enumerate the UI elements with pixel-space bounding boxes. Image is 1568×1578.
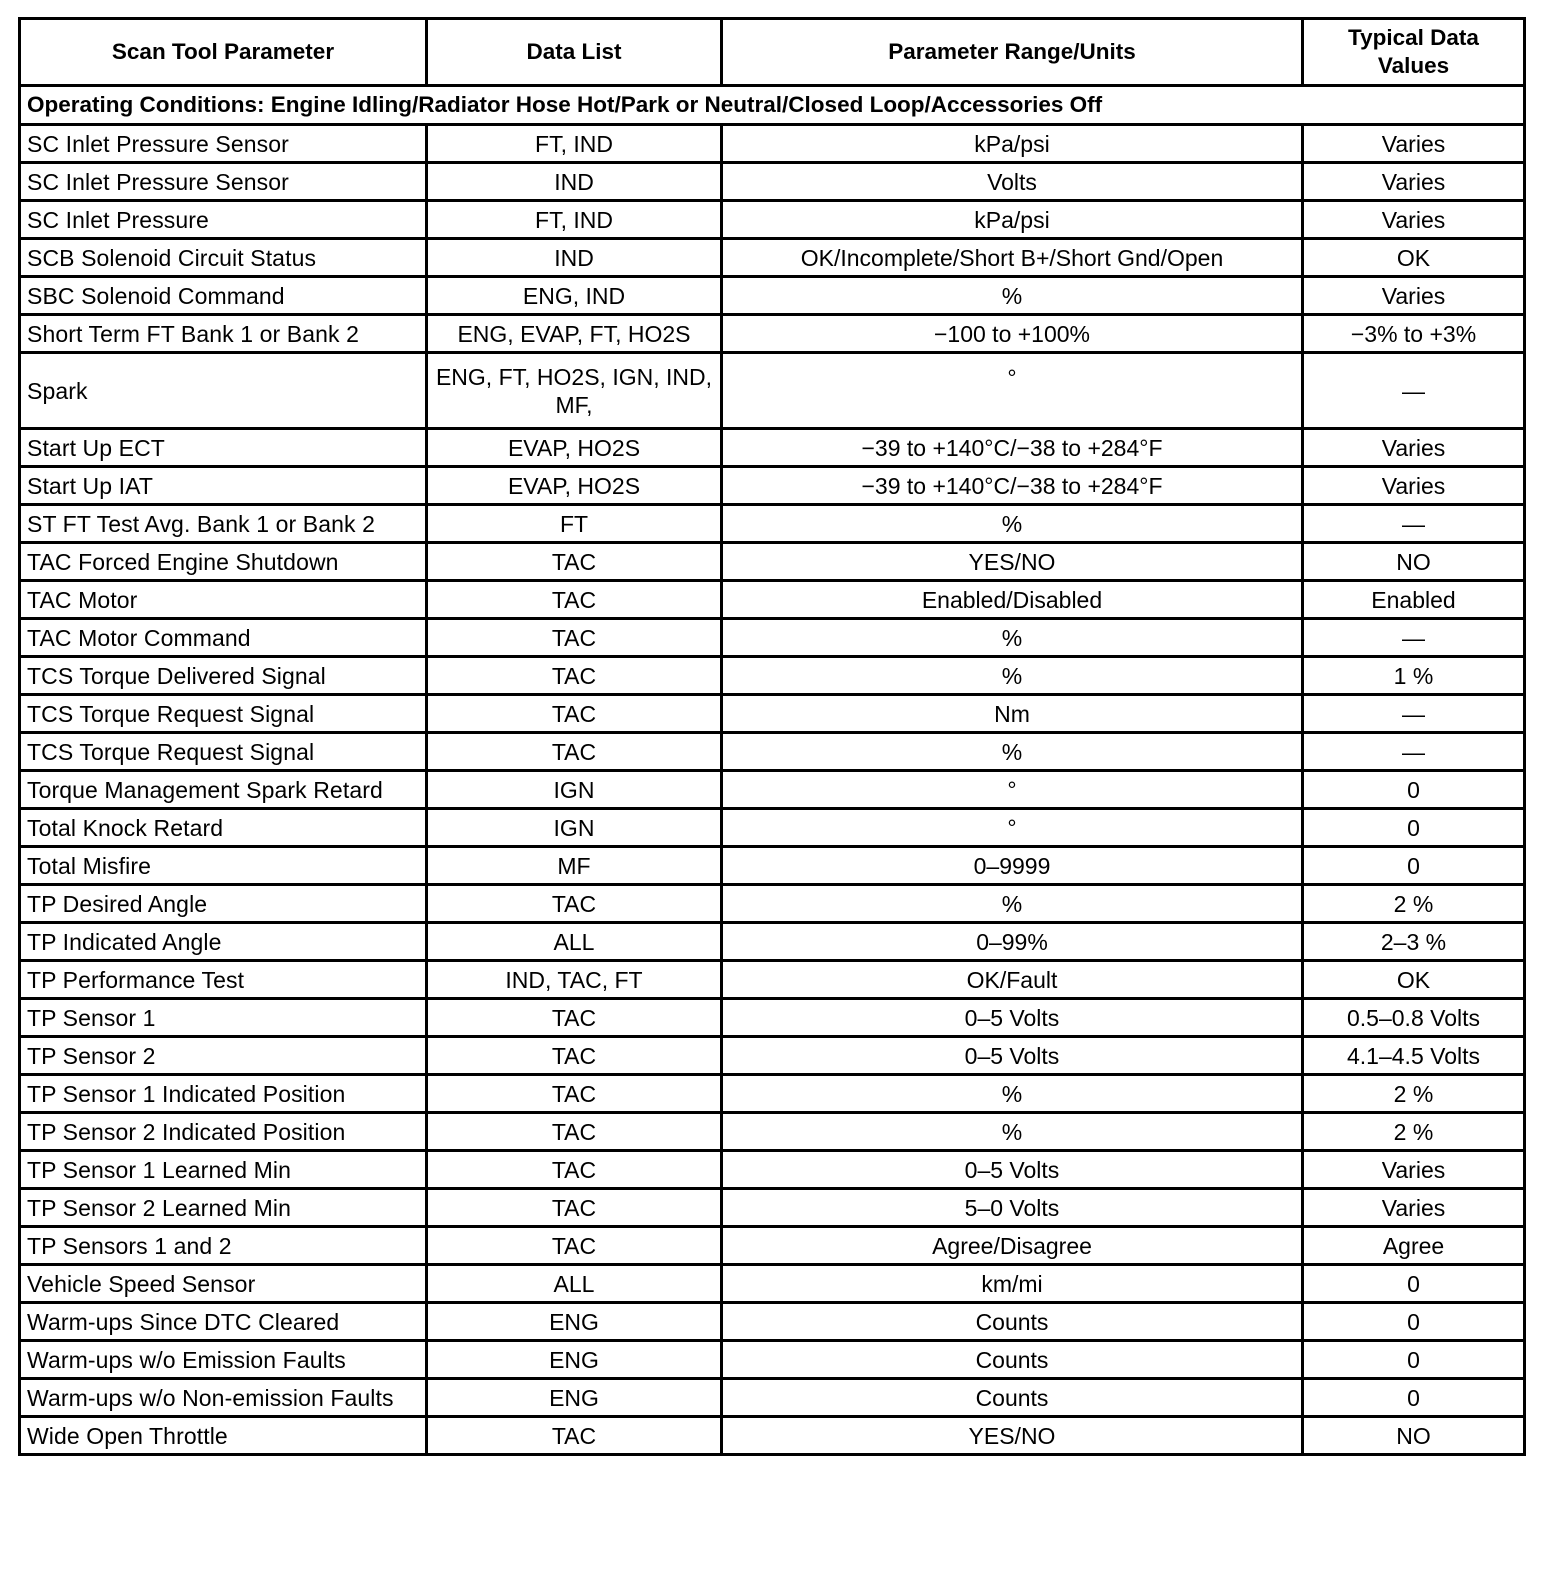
cell-typical-data-value: Varies [1303, 125, 1525, 163]
cell-scan-tool-parameter: Warm-ups w/o Non-emission Faults [20, 1379, 427, 1417]
cell-data-list: ALL [427, 1265, 722, 1303]
cell-data-list: TAC [427, 543, 722, 581]
cell-parameter-range-units: km/mi [722, 1265, 1303, 1303]
cell-parameter-range-units: YES/NO [722, 543, 1303, 581]
table-row [20, 239, 1525, 277]
cell-scan-tool-parameter: Vehicle Speed Sensor [20, 1265, 427, 1303]
cell-typical-data-value: Varies [1303, 1189, 1525, 1227]
cell-typical-data-value: 0 [1303, 1303, 1525, 1341]
table-row [20, 467, 1525, 505]
cell-parameter-range-units: % [722, 277, 1303, 315]
cell-typical-data-value: −3% to +3% [1303, 315, 1525, 353]
cell-scan-tool-parameter: Wide Open Throttle [20, 1417, 427, 1455]
cell-parameter-range-units: ° [722, 771, 1303, 809]
cell-scan-tool-parameter: ST FT Test Avg. Bank 1 or Bank 2 [20, 505, 427, 543]
cell-data-list: TAC [427, 1151, 722, 1189]
cell-scan-tool-parameter: TP Desired Angle [20, 885, 427, 923]
table-row [20, 1341, 1525, 1379]
cell-data-list: ALL [427, 923, 722, 961]
cell-data-list: TAC [427, 657, 722, 695]
cell-typical-data-value: 2 % [1303, 1075, 1525, 1113]
cell-data-list: IGN [427, 771, 722, 809]
table-row [20, 201, 1525, 239]
cell-scan-tool-parameter: Total Knock Retard [20, 809, 427, 847]
cell-scan-tool-parameter: TP Performance Test [20, 961, 427, 999]
cell-typical-data-value: — [1303, 733, 1525, 771]
cell-parameter-range-units: 0–5 Volts [722, 999, 1303, 1037]
cell-data-list: TAC [427, 1189, 722, 1227]
cell-typical-data-value: 0.5–0.8 Volts [1303, 999, 1525, 1037]
cell-typical-data-value: 4.1–4.5 Volts [1303, 1037, 1525, 1075]
cell-scan-tool-parameter: Warm-ups Since DTC Cleared [20, 1303, 427, 1341]
cell-data-list: TAC [427, 695, 722, 733]
cell-parameter-range-units: Counts [722, 1341, 1303, 1379]
cell-data-list: IGN [427, 809, 722, 847]
cell-data-list: TAC [427, 619, 722, 657]
cell-scan-tool-parameter: SC Inlet Pressure Sensor [20, 125, 427, 163]
cell-parameter-range-units: kPa/psi [722, 201, 1303, 239]
cell-scan-tool-parameter: TAC Motor [20, 581, 427, 619]
cell-typical-data-value: NO [1303, 543, 1525, 581]
cell-data-list: TAC [427, 1037, 722, 1075]
cell-data-list: TAC [427, 581, 722, 619]
table-row [20, 657, 1525, 695]
cell-data-list: FT [427, 505, 722, 543]
cell-data-list: ENG, IND [427, 277, 722, 315]
header-typical-data-values: Typical Data Values [1303, 19, 1525, 86]
cell-typical-data-value: Agree [1303, 1227, 1525, 1265]
cell-data-list: TAC [427, 1075, 722, 1113]
cell-parameter-range-units: % [722, 1075, 1303, 1113]
operating-conditions-row [20, 86, 1525, 125]
cell-scan-tool-parameter: TP Indicated Angle [20, 923, 427, 961]
cell-typical-data-value: 0 [1303, 1341, 1525, 1379]
cell-scan-tool-parameter: TCS Torque Request Signal [20, 733, 427, 771]
table-row [20, 885, 1525, 923]
cell-parameter-range-units: ° [722, 809, 1303, 847]
cell-parameter-range-units: % [722, 733, 1303, 771]
cell-parameter-range-units: 0–5 Volts [722, 1037, 1303, 1075]
cell-typical-data-value: OK [1303, 961, 1525, 999]
table-row [20, 581, 1525, 619]
cell-typical-data-value: Varies [1303, 1151, 1525, 1189]
table-row [20, 315, 1525, 353]
cell-parameter-range-units: % [722, 885, 1303, 923]
table-row [20, 847, 1525, 885]
cell-parameter-range-units: −39 to +140°C/−38 to +284°F [722, 467, 1303, 505]
cell-parameter-range-units: ° [722, 353, 1303, 429]
cell-parameter-range-units: 5–0 Volts [722, 1189, 1303, 1227]
cell-scan-tool-parameter: TP Sensor 2 Learned Min [20, 1189, 427, 1227]
table-row [20, 1227, 1525, 1265]
table-row [20, 353, 1525, 429]
cell-scan-tool-parameter: SCB Solenoid Circuit Status [20, 239, 427, 277]
cell-parameter-range-units: −39 to +140°C/−38 to +284°F [722, 429, 1303, 467]
header-row [20, 19, 1525, 86]
table-row [20, 923, 1525, 961]
cell-scan-tool-parameter: Start Up IAT [20, 467, 427, 505]
cell-parameter-range-units: YES/NO [722, 1417, 1303, 1455]
cell-scan-tool-parameter: Start Up ECT [20, 429, 427, 467]
header-parameter-range-units: Parameter Range/Units [722, 19, 1303, 86]
table-row [20, 277, 1525, 315]
cell-data-list: TAC [427, 1417, 722, 1455]
cell-data-list: TAC [427, 1227, 722, 1265]
cell-parameter-range-units: Volts [722, 163, 1303, 201]
table-row [20, 999, 1525, 1037]
cell-scan-tool-parameter: TAC Motor Command [20, 619, 427, 657]
cell-typical-data-value: Varies [1303, 163, 1525, 201]
table-row [20, 1303, 1525, 1341]
cell-scan-tool-parameter: TP Sensors 1 and 2 [20, 1227, 427, 1265]
cell-typical-data-value: 0 [1303, 809, 1525, 847]
table-row [20, 695, 1525, 733]
table-row [20, 163, 1525, 201]
cell-typical-data-value: 1 % [1303, 657, 1525, 695]
cell-typical-data-value: — [1303, 695, 1525, 733]
cell-data-list: TAC [427, 999, 722, 1037]
cell-scan-tool-parameter: TP Sensor 1 Learned Min [20, 1151, 427, 1189]
cell-data-list: IND [427, 163, 722, 201]
cell-parameter-range-units: Counts [722, 1379, 1303, 1417]
cell-data-list: IND [427, 239, 722, 277]
cell-scan-tool-parameter: SC Inlet Pressure [20, 201, 427, 239]
cell-typical-data-value: 2 % [1303, 1113, 1525, 1151]
table-row [20, 125, 1525, 163]
cell-data-list: ENG [427, 1379, 722, 1417]
cell-parameter-range-units: % [722, 619, 1303, 657]
table-row [20, 619, 1525, 657]
table-row [20, 1075, 1525, 1113]
table-row [20, 1151, 1525, 1189]
cell-parameter-range-units: −100 to +100% [722, 315, 1303, 353]
cell-scan-tool-parameter: Total Misfire [20, 847, 427, 885]
cell-data-list: TAC [427, 1113, 722, 1151]
table-row [20, 809, 1525, 847]
cell-typical-data-value: Varies [1303, 201, 1525, 239]
cell-parameter-range-units: Enabled/Disabled [722, 581, 1303, 619]
cell-scan-tool-parameter: Short Term FT Bank 1 or Bank 2 [20, 315, 427, 353]
cell-scan-tool-parameter: TCS Torque Delivered Signal [20, 657, 427, 695]
cell-typical-data-value: — [1303, 505, 1525, 543]
cell-data-list: TAC [427, 885, 722, 923]
cell-parameter-range-units: % [722, 505, 1303, 543]
header-scan-tool-parameter: Scan Tool Parameter [20, 19, 427, 86]
cell-typical-data-value: 2 % [1303, 885, 1525, 923]
table-row [20, 771, 1525, 809]
cell-data-list: FT, IND [427, 125, 722, 163]
table-row [20, 733, 1525, 771]
cell-parameter-range-units: Agree/Disagree [722, 1227, 1303, 1265]
cell-data-list: EVAP, HO2S [427, 429, 722, 467]
cell-scan-tool-parameter: TP Sensor 2 Indicated Position [20, 1113, 427, 1151]
cell-typical-data-value: — [1303, 619, 1525, 657]
cell-data-list: ENG [427, 1303, 722, 1341]
cell-parameter-range-units: 0–5 Volts [722, 1151, 1303, 1189]
table-row [20, 961, 1525, 999]
cell-parameter-range-units: 0–99% [722, 923, 1303, 961]
cell-scan-tool-parameter: TP Sensor 1 [20, 999, 427, 1037]
cell-scan-tool-parameter: Warm-ups w/o Emission Faults [20, 1341, 427, 1379]
scan-tool-data-table [18, 17, 1526, 1456]
table-row [20, 505, 1525, 543]
cell-typical-data-value: Varies [1303, 429, 1525, 467]
cell-data-list: IND, TAC, FT [427, 961, 722, 999]
cell-typical-data-value: NO [1303, 1417, 1525, 1455]
cell-data-list: FT, IND [427, 201, 722, 239]
table-row [20, 1379, 1525, 1417]
header-data-list: Data List [427, 19, 722, 86]
cell-typical-data-value: 0 [1303, 1265, 1525, 1303]
scan-tool-data-table-container [18, 17, 1523, 1456]
cell-scan-tool-parameter: TAC Forced Engine Shutdown [20, 543, 427, 581]
operating-conditions: Operating Conditions: Engine Idling/Radiator Hose Hot/Park or Neutral/Closed Loop/Accessories Off [20, 86, 1525, 125]
cell-typical-data-value: OK [1303, 239, 1525, 277]
cell-scan-tool-parameter: TCS Torque Request Signal [20, 695, 427, 733]
table-row [20, 1189, 1525, 1227]
cell-typical-data-value: 0 [1303, 847, 1525, 885]
cell-data-list: EVAP, HO2S [427, 467, 722, 505]
table-row [20, 429, 1525, 467]
cell-scan-tool-parameter: Torque Management Spark Retard [20, 771, 427, 809]
table-row [20, 1037, 1525, 1075]
cell-parameter-range-units: kPa/psi [722, 125, 1303, 163]
cell-parameter-range-units: 0–9999 [722, 847, 1303, 885]
cell-typical-data-value: Varies [1303, 467, 1525, 505]
cell-typical-data-value: Varies [1303, 277, 1525, 315]
cell-data-list: ENG, FT, HO2S, IGN, IND, MF, [427, 353, 722, 429]
cell-parameter-range-units: Nm [722, 695, 1303, 733]
cell-typical-data-value: 0 [1303, 1379, 1525, 1417]
table-row [20, 1417, 1525, 1455]
cell-data-list: ENG, EVAP, FT, HO2S [427, 315, 722, 353]
cell-parameter-range-units: % [722, 1113, 1303, 1151]
cell-typical-data-value: — [1303, 353, 1525, 429]
cell-data-list: ENG [427, 1341, 722, 1379]
cell-typical-data-value: Enabled [1303, 581, 1525, 619]
cell-parameter-range-units: % [722, 657, 1303, 695]
table-row [20, 543, 1525, 581]
table-row [20, 1113, 1525, 1151]
cell-scan-tool-parameter: TP Sensor 2 [20, 1037, 427, 1075]
cell-parameter-range-units: OK/Fault [722, 961, 1303, 999]
cell-typical-data-value: 0 [1303, 771, 1525, 809]
cell-scan-tool-parameter: Spark [20, 353, 427, 429]
cell-parameter-range-units: Counts [722, 1303, 1303, 1341]
cell-typical-data-value: 2–3 % [1303, 923, 1525, 961]
cell-data-list: TAC [427, 733, 722, 771]
cell-scan-tool-parameter: SC Inlet Pressure Sensor [20, 163, 427, 201]
table-row [20, 1265, 1525, 1303]
cell-scan-tool-parameter: SBC Solenoid Command [20, 277, 427, 315]
cell-data-list: MF [427, 847, 722, 885]
cell-parameter-range-units: OK/Incomplete/Short B+/Short Gnd/Open [722, 239, 1303, 277]
table-body [20, 86, 1525, 1455]
cell-scan-tool-parameter: TP Sensor 1 Indicated Position [20, 1075, 427, 1113]
